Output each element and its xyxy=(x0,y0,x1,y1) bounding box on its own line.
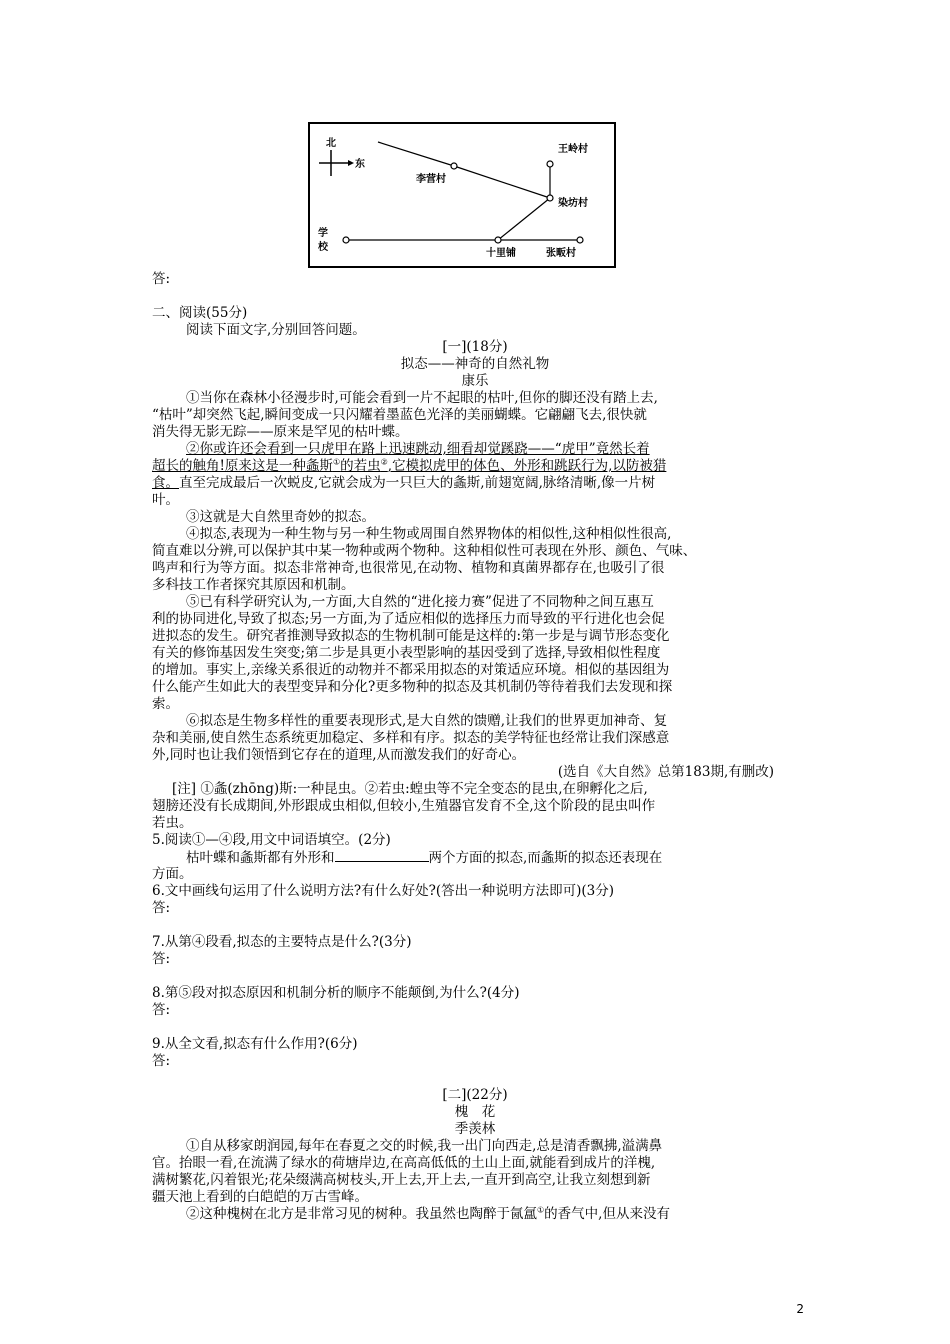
paragraph-line: 消失得无影无踪——原来是罕见的枯叶蝶。 xyxy=(152,424,409,440)
paragraph-line: ③这就是大自然里奇妙的拟态。 xyxy=(186,509,375,525)
paragraph-line: 进拟态的发生。研究者推测导致拟态的生物机制可能是这样的:第一步是与调节形态变化 xyxy=(152,628,670,644)
underlined-sentence xyxy=(152,458,798,475)
village-label: 张畈村 xyxy=(546,248,576,259)
paragraph-line: 外,同时也让我们领悟到它存在的道理,从而激发我们的好奇心。 xyxy=(152,747,526,763)
paragraph-line: 什么能产生如此大的表型变异和分化?更多物种的拟态及其机制仍等待着我们去发现和探 xyxy=(152,679,673,695)
section-instruction: 阅读下面文字,分别回答问题。 xyxy=(186,322,366,338)
paragraph-line: 有关的修饰基因发生突变;第二步是具更小表型影响的基因受到了选择,导致相似性程度 xyxy=(152,645,661,661)
paragraph-line: 官。抬眼一看,在流满了绿水的荷塘岸边,在高高低低的土山上面,就能看到成片的洋槐, xyxy=(152,1155,656,1171)
question-6: 6.文中画线句运用了什么说明方法?有什么好处?(答出一种说明方法即可)(3分) xyxy=(152,883,615,899)
paragraph-line xyxy=(152,1206,798,1223)
paragraph-line: 索。 xyxy=(152,696,179,712)
paragraph-line: 满树繁花,闪着银光;花朵缀满高树枝头,开上去,开上去,一直开到高空,让我立刻想到新 xyxy=(152,1172,651,1188)
road-nw xyxy=(378,142,454,166)
paragraph-line: 疆天池上看到的白皑皑的万古雪峰。 xyxy=(152,1189,368,1205)
road-ranfang-shilipu xyxy=(498,198,550,240)
village-label: 十里铺 xyxy=(486,248,516,259)
answer-label: 答: xyxy=(152,951,171,967)
answer-label: 答: xyxy=(152,900,171,916)
paragraph-line: 多科技工作者探究其原因和机制。 xyxy=(152,577,355,593)
text-span: 的香气中,但从来没有 xyxy=(544,1206,670,1222)
paragraph-line: “枯叶”却突然飞起,瞬间变成一只闪耀着墨蓝色光泽的美丽蝴蝶。它翩翩飞去,很快就 xyxy=(152,407,647,423)
footnote-mark: ② xyxy=(380,457,388,467)
school-label: 校 xyxy=(318,242,328,253)
article-title: 槐 花 xyxy=(454,1104,496,1120)
node-wangling xyxy=(547,161,553,167)
page-number: 2 xyxy=(796,1302,804,1316)
paragraph-line: 简直难以分辨,可以保护其中某一物种或两个物种。这种相似性可表现在外形、颜色、气味、 xyxy=(152,543,697,559)
compass-arrow-icon xyxy=(348,160,354,166)
answer-label: 答: xyxy=(152,1053,171,1069)
compass-east-label: 东 xyxy=(355,159,365,170)
part2-header: [二](22分) xyxy=(442,1087,508,1103)
paragraph-line: 鸣声和行为等方面。拟态非常神奇,也很常见,在动物、植物和真菌界都存在,也吸引了很 xyxy=(152,560,665,576)
node-school xyxy=(343,237,349,243)
text-span: 枯叶蝶和螽斯都有外形和 xyxy=(186,850,335,866)
underlined-sentence: ②你或许还会看到一只虎甲在路上迅速跳动,细看却觉蹊跷——“虎甲”竟然长着 xyxy=(186,441,650,457)
question-7: 7.从第④段看,拟态的主要特点是什么?(3分) xyxy=(152,934,412,950)
text-span: ,它模拟虎甲的体色、外形和跳跃行为,以防被猎 xyxy=(387,458,667,474)
question-8: 8.第⑤段对拟态原因和机制分析的顺序不能颠倒,为什么?(4分) xyxy=(152,985,520,1001)
question-9: 9.从全文看,拟态有什么作用?(6分) xyxy=(152,1036,358,1052)
paragraph-line: 的增加。事实上,亲缘关系很近的动物并不都采用拟态的对策适应环境。相似的基因组为 xyxy=(152,662,670,678)
question-5-fill-end: 方面。 xyxy=(152,866,193,882)
paragraph-line: ④拟态,表现为一种生物与另一种生物或周围自然界物体的相似性,这种相似性很高, xyxy=(186,526,672,542)
reading-section xyxy=(152,305,798,1223)
question-5-fill xyxy=(152,849,798,866)
article-source: (选自《大自然》总第183期,有删改) xyxy=(557,764,774,780)
village-label: 李营村 xyxy=(416,174,446,185)
article-title: 拟态——神奇的自然礼物 xyxy=(400,356,550,372)
road-liying-ranfang xyxy=(454,166,550,198)
answer-label: 答: xyxy=(152,1002,171,1018)
node-liying xyxy=(451,163,457,169)
section-title: 二、阅读(55分) xyxy=(152,305,248,321)
paragraph-line xyxy=(152,475,798,492)
paragraph-line: 叶。 xyxy=(152,492,179,508)
paragraph-line: ①当你在森林小径漫步时,可能会看到一片不起眼的枯叶,但你的脚还没有踏上去, xyxy=(186,390,658,406)
village-label: 染坊村 xyxy=(558,198,588,209)
village-label: 王岭村 xyxy=(558,144,588,155)
footnote-line: 翅膀还没有长成期间,外形跟成虫相似,但较小,生殖器官发育不全,这个阶段的昆虫叫作 xyxy=(152,798,656,814)
footnote-mark: ① xyxy=(332,457,341,467)
underlined-sentence: 食。 xyxy=(152,475,179,491)
question-5: 5.阅读①—④段,用文中词语填空。(2分) xyxy=(152,832,391,848)
route-map-drawing xyxy=(310,124,614,266)
fill-blank[interactable] xyxy=(335,849,429,862)
footnote-mark: ① xyxy=(537,1205,545,1215)
answer-label: 答: xyxy=(152,271,171,287)
compass-north-label: 北 xyxy=(326,138,336,149)
text-span: 直至完成最后一次蜕皮,它就会成为一只巨大的螽斯,前翅宽阔,脉络清晰,像一片树 xyxy=(179,475,656,491)
text-span: ②这种槐树在北方是非常习见的树种。我虽然也陶醉于氤氲 xyxy=(186,1206,537,1222)
article-author: 康乐 xyxy=(461,373,489,389)
answer-block xyxy=(152,271,798,288)
node-ranfang xyxy=(547,195,553,201)
node-zhangfan xyxy=(577,237,583,243)
paragraph-line: 利的协同进化,导致了拟态;另一方面,为了适应相似的选择压力而导致的平行进化也会促 xyxy=(152,611,665,627)
text-span: 两个方面的拟态,而螽斯的拟态还表现在 xyxy=(428,850,663,866)
footnote-line: [注] ①螽(zhōng)斯:一种昆虫。②若虫:蝗虫等不完全变态的昆虫,在卵孵化之后, xyxy=(172,781,648,797)
article-author: 季羡林 xyxy=(454,1121,496,1137)
part1-header: [一](18分) xyxy=(442,339,508,355)
text-span: 的若虫 xyxy=(340,458,381,474)
paragraph-line: ⑥拟态是生物多样性的重要表现形式,是大自然的馈赠,让我们的世界更加神奇、复 xyxy=(186,713,668,729)
text-span: 超长的触角!原来这是一种螽斯 xyxy=(152,458,333,474)
paragraph-line: ①自从移家朗润园,每年在春夏之交的时候,我一出门向西走,总是清香飘拂,溢满鼻 xyxy=(186,1138,663,1154)
route-map xyxy=(308,122,616,268)
paragraph-line: 杂和美丽,使自然生态系统更加稳定、多样和有序。拟态的美学特征也经常让我们深感意 xyxy=(152,730,670,746)
footnote-line: 若虫。 xyxy=(152,815,193,831)
node-shilipu xyxy=(495,237,501,243)
school-label: 学 xyxy=(318,228,328,239)
paragraph-line: ⑤已有科学研究认为,一方面,大自然的“进化接力赛”促进了不同物种之间互惠互 xyxy=(186,594,654,610)
